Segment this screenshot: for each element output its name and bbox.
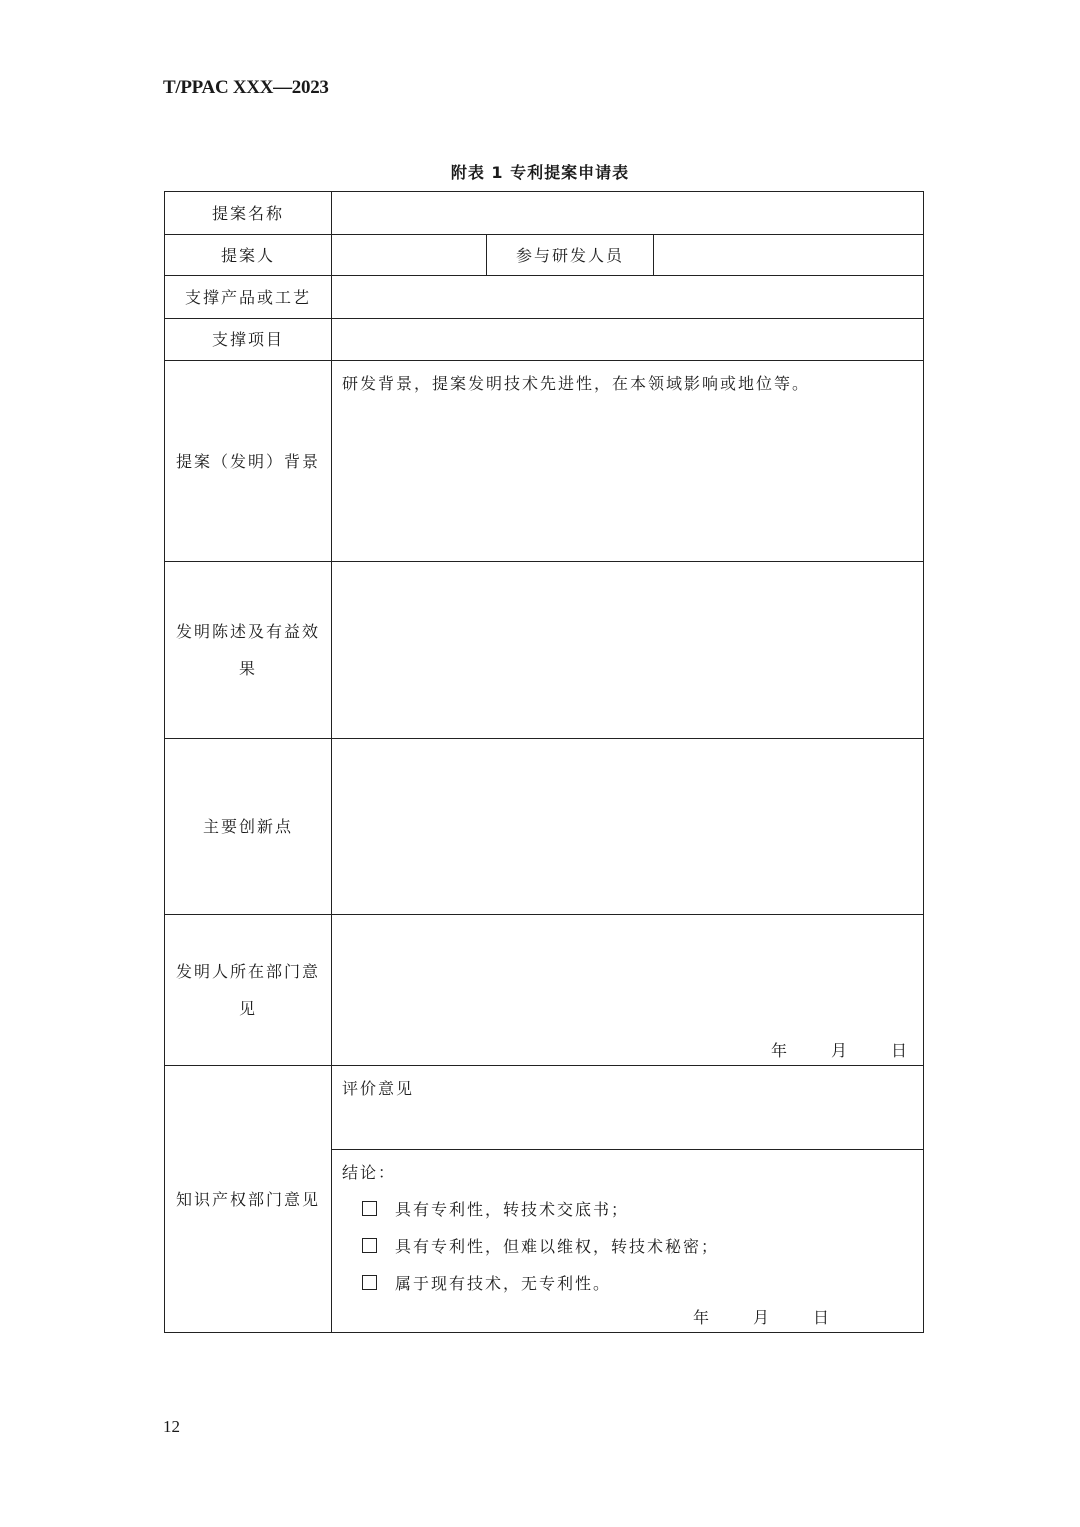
option-label: 属于现有技术，无专利性。 [395, 1274, 612, 1293]
product-process-label: 支撑产品或工艺 [165, 276, 332, 319]
innovation-label: 主要创新点 [165, 739, 332, 915]
date-month: 月 [830, 1041, 849, 1060]
option-prior-art[interactable] [362, 1271, 913, 1294]
dept-date [771, 1038, 909, 1061]
date-day: 日 [813, 1308, 832, 1327]
background-label: 提案（发明）背景 [165, 361, 332, 562]
proposal-name-field[interactable] [332, 192, 924, 235]
evaluation-field[interactable] [332, 1066, 924, 1150]
date-day: 日 [891, 1041, 910, 1060]
checkbox[interactable] [362, 1238, 377, 1253]
document-code: T/PPAC XXX—2023 [163, 77, 329, 98]
description-field[interactable] [332, 562, 924, 739]
background-field[interactable] [332, 361, 924, 562]
option-trade-secret[interactable] [362, 1234, 913, 1257]
ip-date [693, 1305, 831, 1328]
conclusion-label: 结论： [342, 1163, 397, 1182]
project-label: 支撑项目 [165, 319, 332, 361]
conclusion-field [332, 1150, 924, 1333]
patent-proposal-form [164, 191, 924, 1333]
project-field[interactable] [332, 319, 924, 361]
dept-opinion-field[interactable] [332, 915, 924, 1066]
checkbox[interactable] [362, 1275, 377, 1290]
form-title: 附表 1 专利提案申请表 [450, 163, 630, 182]
product-process-field[interactable] [332, 276, 924, 319]
option-patentable[interactable] [362, 1197, 913, 1220]
date-year: 年 [770, 1041, 789, 1060]
checkbox[interactable] [362, 1201, 377, 1216]
participants-label: 参与研发人员 [487, 235, 654, 276]
option-label: 具有专利性，转技术交底书； [395, 1200, 630, 1219]
date-month: 月 [752, 1308, 771, 1327]
date-year: 年 [692, 1308, 711, 1327]
option-label: 具有专利性，但难以维权，转技术秘密； [395, 1237, 720, 1256]
innovation-field[interactable] [332, 739, 924, 915]
proposer-field[interactable] [332, 235, 487, 276]
ip-opinion-label: 知识产权部门意见 [165, 1066, 332, 1333]
background-hint: 研发背景，提案发明技术先进性，在本领域影响或地位等。 [342, 374, 811, 393]
evaluation-label: 评价意见 [342, 1079, 415, 1098]
description-label: 发明陈述及有益效果 [165, 562, 332, 739]
proposal-name-label: 提案名称 [165, 192, 332, 235]
dept-opinion-label: 发明人所在部门意见 [165, 915, 332, 1066]
proposer-label: 提案人 [165, 235, 332, 276]
page-number: 12 [163, 1417, 180, 1436]
participants-field[interactable] [654, 235, 924, 276]
